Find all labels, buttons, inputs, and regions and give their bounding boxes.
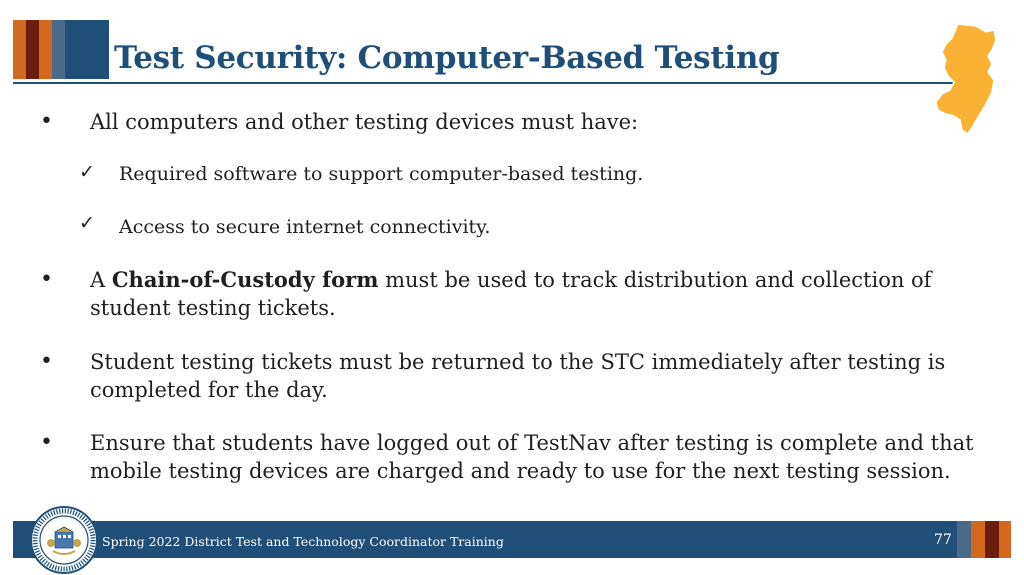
bullet-3-line-1: Student testing tickets must be returned to the STC immediately after testing is xyxy=(90,350,946,374)
footer-stripe-orange xyxy=(971,521,985,558)
bullet-3-line-2: completed for the day. xyxy=(90,378,328,402)
bullet-2-post: must be used to track distribution and collection of xyxy=(378,268,932,292)
slide-title: Test Security: Computer-Based Testing xyxy=(114,40,780,76)
bullet-2-line-2: student testing tickets. xyxy=(90,296,336,320)
footer-stripe-dark-red xyxy=(985,521,999,558)
footer-color-bars xyxy=(957,521,1011,558)
nj-department-of-education-seal xyxy=(29,505,99,575)
title-underline xyxy=(13,82,963,84)
bullet-1-symbol: • xyxy=(40,109,53,134)
bullet-1-text: All computers and other testing devices must have: xyxy=(90,110,639,134)
stripe-navy xyxy=(65,20,109,79)
stripe-slate xyxy=(52,20,65,79)
header-color-bars xyxy=(13,20,109,79)
new-jersey-map-icon xyxy=(932,20,1004,140)
stripe-dark-red xyxy=(26,20,39,79)
bullet-3-symbol: • xyxy=(40,349,53,374)
stripe-orange xyxy=(13,20,26,79)
bullet-4-symbol: • xyxy=(40,430,53,455)
check-2-icon: ✓ xyxy=(79,212,95,234)
footer-training-title: Spring 2022 District Test and Technology Coordinator Training xyxy=(102,534,504,549)
page-number: 77 xyxy=(934,532,952,548)
bullet-2-pre: A xyxy=(90,268,112,292)
chain-of-custody-term: Chain-of-Custody form xyxy=(111,267,379,292)
stripe-orange-2 xyxy=(39,20,52,79)
bullet-4-line-1: Ensure that students have logged out of TestNav after testing is complete and that xyxy=(90,431,974,455)
check-1-icon: ✓ xyxy=(79,161,95,183)
check-2-text: Access to secure internet connectivity. xyxy=(119,216,491,238)
bullet-2-symbol: • xyxy=(40,267,53,292)
bullet-4-line-2: mobile testing devices are charged and ready to use for the next testing session. xyxy=(90,459,951,483)
footer-stripe-slate xyxy=(957,521,971,558)
check-1-text: Required software to support computer-based testing. xyxy=(119,163,644,185)
bullet-2-line-1 xyxy=(90,266,931,294)
footer-stripe-orange-2 xyxy=(999,521,1011,558)
